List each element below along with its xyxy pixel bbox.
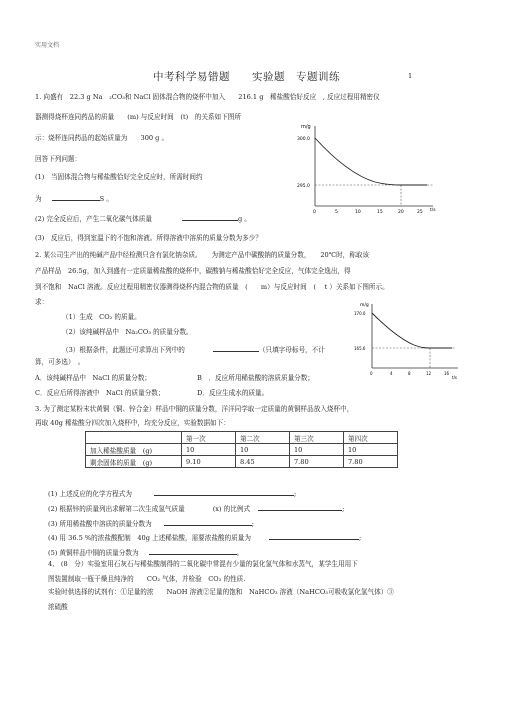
chart2-xlabel: t/s xyxy=(452,375,457,380)
q1-line8: (3) 反应后，得到室温下的不饱和溶液。所得溶液中溶质的质量分数为多少？ xyxy=(35,234,262,242)
q2-sub3 xyxy=(62,344,325,355)
table-cell: 9.10 xyxy=(181,456,235,468)
page-header: 实用文档 xyxy=(35,42,60,49)
chart2-curve xyxy=(372,313,452,348)
table-cell: 10 xyxy=(289,444,343,456)
chart2-xtick: 0 xyxy=(370,371,373,376)
answer-blank[interactable] xyxy=(52,193,100,201)
q2-sub3-note: （只填字母标号，不计 xyxy=(258,346,325,354)
chart2-xtick: 16 xyxy=(444,371,450,376)
chart1-xtick: 10 xyxy=(355,210,361,215)
table-header-cell: 第一次 xyxy=(181,432,235,444)
q4-line1: 4、 (8 分）实验室用石灰石与稀盐酸制得的二氧化碳中常混有少量的氯化氢气体和水蒸气，某学生用用下 xyxy=(48,560,358,568)
q3-part1-text: (1) 上述反应的化学方程式为 xyxy=(48,490,132,498)
table-cell: 剩余固体的质量 (g) xyxy=(86,456,182,468)
table-row xyxy=(86,456,398,468)
page-title: 中考科学易错题 实验题 专题训练 xyxy=(153,71,340,83)
q2-option-b: B ．反应所用稀盐酸的溶质质量分数； xyxy=(197,374,314,382)
answer-blank[interactable] xyxy=(149,547,237,555)
chart2-xtick: 12 xyxy=(426,371,432,376)
q3-part2: (2) 根据锌的质量列出求解第二次生成氢气质量 (x) 的比例式 ; xyxy=(48,505,345,513)
q3-part3-text: (3) 所用稀盐酸中溶质的质量分数为 xyxy=(48,520,152,528)
q3-part4: (4) 用 36.5 %的浓盐酸配制 40g 上述稀盐酸，需要浓盐酸的质量为 ; xyxy=(48,534,362,542)
table-cell: 10 xyxy=(343,444,397,456)
q2-sub1: （1）生成 CO₂ 的质量。 xyxy=(62,313,141,321)
chart1-xtick: 25 xyxy=(417,210,423,215)
q4-line2: 图装置制取一瓶干燥且纯净的 CO₂ 气体，并检验 CO₂ 的性质. xyxy=(48,575,246,583)
q2-option-c: C．反应后所得溶液中 NaCl 的质量分数； xyxy=(35,389,165,397)
answer-blank[interactable] xyxy=(269,532,359,540)
q3-part2-text: (2) 根据锌的质量列出求解第二次生成氢气质量 xyxy=(48,505,185,513)
q1-line2: 器测得烧杯连同药品的质量 (m) 与反应时间 (t) 的关系如下图所 xyxy=(35,113,241,121)
data-table xyxy=(85,431,398,468)
chart1-ytick-295: 295.0 xyxy=(297,184,310,189)
q3-part4-text: (4) 用 36.5 %的浓盐酸配制 40g 上述稀盐酸，需要浓盐酸的质量为 xyxy=(48,534,251,542)
table-cell: 10 xyxy=(235,444,289,456)
q1-line4: 回答下列问题： xyxy=(35,155,82,163)
q2-line2: 产品样品 26.5g，加入到盛有一定质量稀盐酸的烧杯中，碳酸钠与稀盐酸恰好完全反应，气体完全逸出，得 xyxy=(35,267,351,275)
answer-blank[interactable] xyxy=(213,344,259,352)
q2-option-d: D．反应生成水的质量。 xyxy=(197,389,269,397)
q4-line4: 浓硫酸 xyxy=(48,603,68,611)
answer-blank[interactable] xyxy=(258,503,342,511)
chart1-ytick-300: 300.0 xyxy=(297,137,310,142)
q3-part5-text: (5) 黄铜样品中铜的质量分数为 xyxy=(48,549,139,557)
table-cell: 10 xyxy=(181,444,235,456)
table-header-cell: 第四次 xyxy=(343,432,397,444)
table-header-cell: 第二次 xyxy=(235,432,289,444)
table-cell: 加入稀盐酸质量 (g) xyxy=(86,444,182,456)
q3-part1: (1) 上述反应的化学方程式为 ; xyxy=(48,490,297,498)
chart2-ytick-165-6: 165.6 xyxy=(354,346,366,351)
q1-line7-prefix: (2) 完全反应后，产生二氧化碳气体质量 xyxy=(35,215,152,223)
q1-line6-prefix: 为 xyxy=(35,195,42,203)
table-row xyxy=(86,444,398,456)
chart1-xlabel: t/s xyxy=(430,208,436,213)
q1-line5: (1) 当固体混合物与稀盐酸恰好完全反应时，所需时间约 xyxy=(35,173,203,181)
chart1-ylabel: m/g xyxy=(301,124,311,130)
q3-part2-tail: (x) 的比例式 xyxy=(212,505,251,513)
q2-option-a: A．该纯碱样品中 NaCl 的质量分数； xyxy=(35,374,152,382)
chart2-ytick-170: 170.0 xyxy=(354,311,366,316)
chart2-xtick: 8 xyxy=(408,371,411,376)
q4-line3: 实验时供选择的试剂有：①足量的浓 NaOH 溶液②足量的饱和 NaHCO₃ 溶液（NaHCO₃可吸收氯化氢气体）③ xyxy=(48,588,394,596)
table-cell: 7.80 xyxy=(289,456,343,468)
q1-line6-suffix: S 。 xyxy=(99,195,113,203)
page-number: 1 xyxy=(408,72,413,80)
table-cell: 8.45 xyxy=(235,456,289,468)
q2-sub3-cont: 算，可多选） 。 xyxy=(35,358,85,366)
chart1-xtick: 0 xyxy=(313,210,316,215)
q1-line6 xyxy=(35,193,113,204)
q3-line1: 3. 为了测定某粉末状黄铜（铜、锌合金）样品中铜的质量分数，洋洋同学取一定质量的黄铜样品放入烧杯中， xyxy=(35,405,354,413)
q3-line2: 再取 40g 稀盐酸分四次加入烧杯中，均充分反应，实验数据如下： xyxy=(35,419,230,427)
q3-part5: (5) 黄铜样品中铜的质量分数为 。 xyxy=(48,549,244,557)
q2-sub3-text: （3）根据条件，此题还可求算出下列中的 xyxy=(62,346,185,354)
answer-blank[interactable] xyxy=(154,488,294,496)
q1-line3: 示：烧杯连同药品的起始质量为 300 g 。 xyxy=(35,134,169,142)
table-header-cell: 第三次 xyxy=(289,432,343,444)
chart1-xtick: 20 xyxy=(398,210,404,215)
q1-line7 xyxy=(35,213,251,224)
table-cell: 7.80 xyxy=(343,456,397,468)
chart2-ylabel: m/g xyxy=(360,303,369,308)
answer-blank[interactable] xyxy=(164,518,252,526)
chart2-xtick: 4 xyxy=(390,371,393,376)
q1-line1: 1. 向盛有 22.3 g Na ₂CO₃和 NaCl 固体混合物的烧杯中加入 216.1 g 稀盐酸恰好反应 , 反应过程用精密仪 xyxy=(35,93,380,101)
table-header-row xyxy=(86,432,398,444)
chart1-xtick: 15 xyxy=(377,210,383,215)
q2-line3: 到不饱和 NaCl 溶液。反应过程用精密仪器测得烧杯内混合物的质量 ( m）与反应时间 ( t ）关系如下图所示。 xyxy=(35,283,389,291)
answer-blank[interactable] xyxy=(182,213,238,221)
chart1-curve xyxy=(315,138,427,185)
q2-line4: 求： xyxy=(35,298,49,306)
q2-sub2: （2）该纯碱样品中 Na₂CO₃ 的质量分数。 xyxy=(62,328,193,336)
q3-part3: (3) 所用稀盐酸中溶质的质量分数为 ; xyxy=(48,520,254,528)
chart1-xtick: 5 xyxy=(335,210,338,215)
q1-line7-suffix: g 。 xyxy=(237,215,251,223)
mass-time-chart-2 xyxy=(352,298,464,380)
q2-line1: 2. 某公司生产出的纯碱产品中经检测只含有氯化钠杂质。 为测定产品中碳酸钠的质量分数， 20℃时，称取该 xyxy=(35,251,370,259)
mass-time-chart-1 xyxy=(295,118,445,218)
table-header-cell xyxy=(86,432,182,444)
